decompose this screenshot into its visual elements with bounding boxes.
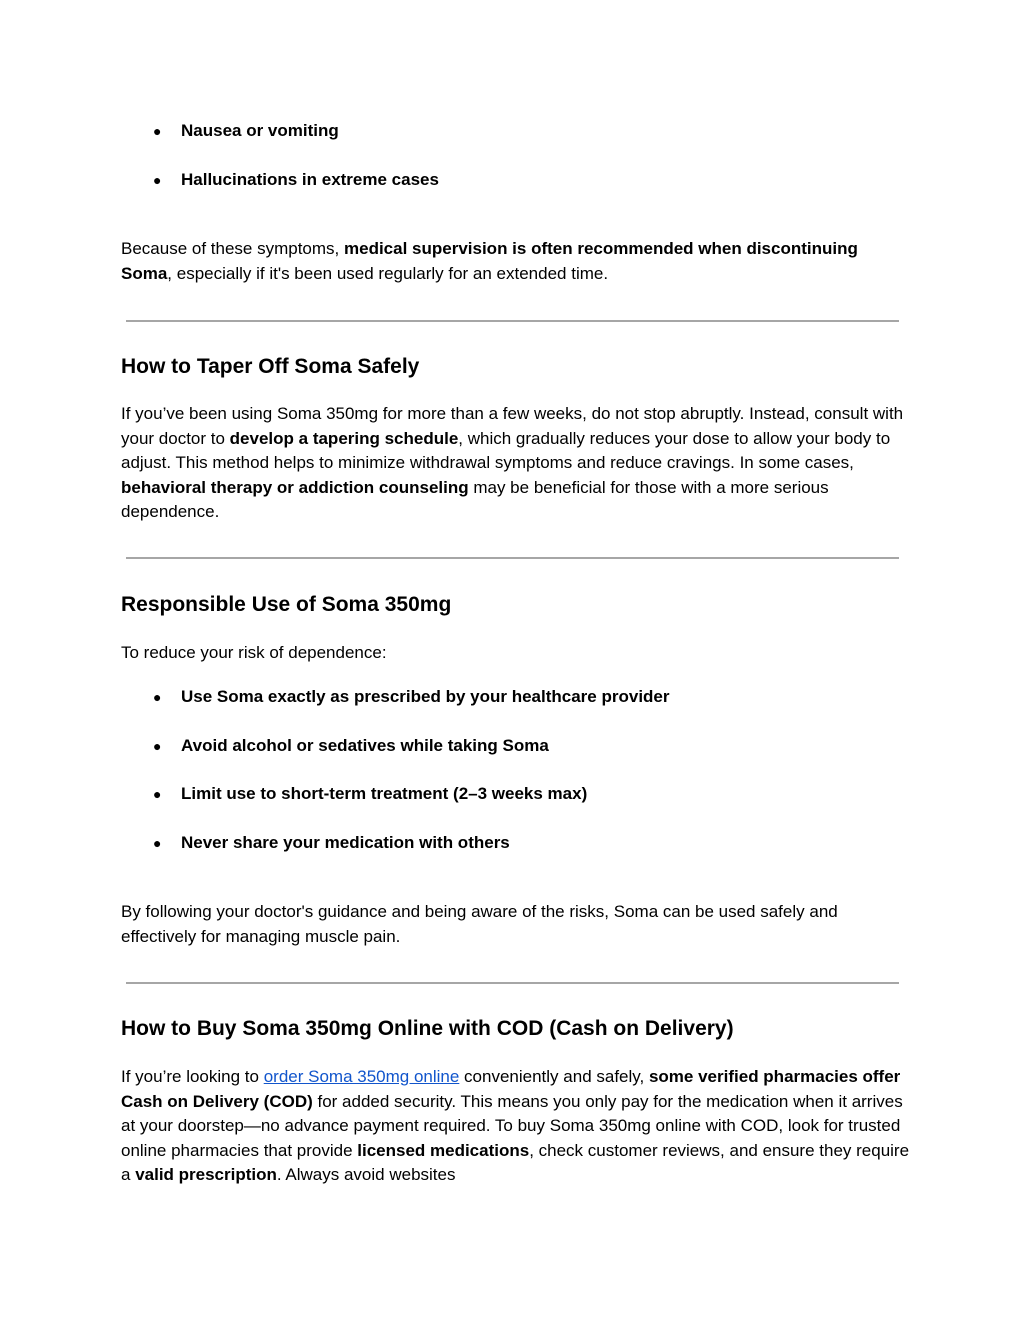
bold-text: valid prescription	[135, 1165, 277, 1184]
bullet-icon: ●	[153, 786, 162, 802]
bold-text: some verified pharmacies offer Cash on Delivery (COD)	[121, 1067, 901, 1111]
text: for added security. This means you only pay for the medication when it arrives at your doorstep—no advance payment required. To buy Soma 350mg online with COD, look for trusted online pharmacies that provide	[121, 1091, 903, 1160]
list-item	[153, 831, 510, 855]
text: , which gradually reduces your dose to allow your body to adjust. This method helps to minimize withdrawal symptoms and reduce cravings. In some cases,	[121, 428, 891, 472]
paragraph-taper	[121, 402, 911, 525]
text: If you’ve been using Soma 350mg for more than a few weeks, do not stop abruptly. Instead, consult with your doctor to	[121, 404, 904, 448]
list-item	[153, 685, 670, 709]
text: conveniently and safely,	[459, 1067, 649, 1086]
divider	[126, 557, 899, 559]
list-item-text: Use Soma exactly as prescribed by your healthcare provider	[181, 687, 670, 706]
text: . Always avoid websites	[276, 1165, 456, 1184]
text: , especially if it's been used regularly for an extended time.	[167, 263, 609, 283]
bold-text: behavioral therapy or addiction counseling	[121, 477, 469, 497]
section-heading-responsible-use: Responsible Use of Soma 350mg	[121, 593, 452, 616]
bullet-icon: ●	[153, 123, 162, 139]
bold-text: licensed medications	[357, 1140, 530, 1160]
list-item-text: Avoid alcohol or sedatives while taking Soma	[181, 736, 549, 755]
divider	[126, 982, 899, 984]
paragraph-reduce-risk: To reduce your risk of dependence:	[121, 643, 387, 662]
text: may be beneficial for those with a more serious dependence.	[121, 477, 829, 521]
text: , check customer reviews, and ensure they require a	[121, 1140, 910, 1184]
bullet-icon: ●	[153, 835, 162, 851]
section-heading-buy-online: How to Buy Soma 350mg Online with COD (Cash on Delivery)	[121, 1017, 734, 1040]
divider	[126, 320, 899, 322]
text: Because of these symptoms,	[121, 239, 344, 258]
text: If you’re looking to	[121, 1067, 264, 1086]
bullet-icon: ●	[153, 689, 162, 705]
list-item	[153, 782, 588, 806]
paragraph-following-guidance: By following your doctor's guidance and being aware of the risks, Soma can be used safely and effectively for managing muscle pain.	[121, 902, 838, 946]
list-item	[153, 119, 339, 143]
paragraph-buy-cod	[121, 1065, 911, 1188]
list-item-text: Nausea or vomiting	[181, 121, 339, 140]
section-heading-taper: How to Taper Off Soma Safely	[121, 355, 420, 378]
order-soma-link[interactable]: order Soma 350mg online	[263, 1067, 460, 1086]
bold-text: develop a tapering schedule	[229, 428, 459, 448]
paragraph-supervision	[121, 237, 911, 286]
bullet-icon: ●	[153, 172, 162, 188]
list-item-text: Limit use to short-term treatment (2–3 weeks max)	[181, 784, 588, 803]
list-item-text: Never share your medication with others	[181, 833, 510, 852]
list-item	[153, 734, 549, 758]
list-item-text: Hallucinations in extreme cases	[181, 170, 439, 189]
bold-text: medical supervision is often recommended when discontinuing Soma	[121, 239, 858, 283]
bullet-icon: ●	[153, 738, 162, 754]
list-item	[153, 168, 439, 192]
